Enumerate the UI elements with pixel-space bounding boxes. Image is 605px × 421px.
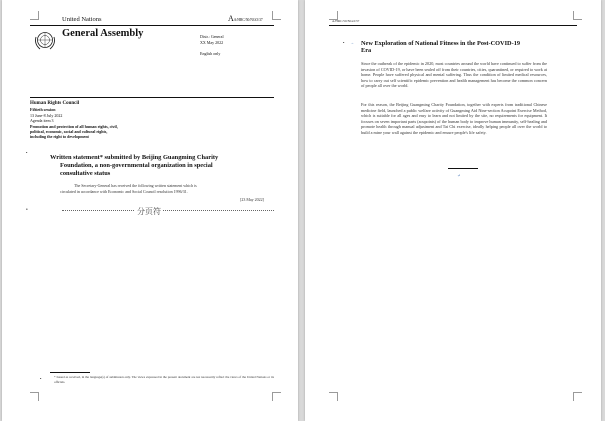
section-heading: Era (361, 47, 372, 54)
body-text-line: The Secretary-General has received the following written statement which is (74, 183, 197, 188)
body-text-line: circulated in accordance with Economic and Social Council resolution 1996/31. (60, 189, 188, 194)
crop-mark-top-right (272, 11, 281, 20)
received-date: [23 May 2022] (240, 197, 264, 202)
document-symbol: AA/HRC/50/NGO/37 (228, 14, 263, 23)
masthead-rule (30, 97, 274, 98)
agenda-item: Agenda item 3 (30, 118, 54, 123)
agenda-title-line: including the right to development (30, 134, 89, 139)
footnote: * Issued as received, in the language(s) of submission only. The views expressed in the present document are not necessarily reflect the views of the United Nations or its officials. (54, 375, 274, 384)
crop-mark-top-left (30, 11, 39, 20)
un-emblem-icon (32, 30, 58, 52)
paragraph-mark: • (26, 208, 28, 213)
header-left: United Nations (62, 16, 102, 23)
agenda-title-line: political, economic, social and cultural rights, (30, 129, 108, 134)
session: Fiftieth session (30, 107, 56, 112)
statement-title-line: Written statement* submitted by Beijing Guangming Charity (50, 154, 219, 161)
page-title: General Assembly (62, 28, 144, 39)
crop-mark-bottom-left (30, 392, 39, 401)
paragraph-mark: • (26, 150, 28, 155)
header-rule (30, 25, 274, 26)
session-dates: 13 June-8 July 2022 (30, 113, 63, 118)
paragraph-mark: • (343, 40, 345, 45)
end-rule (448, 168, 478, 169)
body-paragraph: Since the outbreak of the epidemic in 2020, most countries around the world have continued to suffer from the invasion of COVID-19, or have been sealed off from their countries, cities, quarantined, or required to work at home. People have suffered physical and mental suffering. Thus the condition of limited medical resources, how to carry out self scientific epidemic prevention and health management has become the common concern of people all over the world. (361, 61, 547, 89)
header-rule (329, 25, 577, 26)
end-mark: ↵ (457, 173, 461, 178)
document-page-2 (305, 0, 601, 421)
paragraph-mark: • (40, 376, 42, 381)
council-name: Human Rights Council (30, 101, 80, 106)
document-page-1 (2, 0, 298, 421)
agenda-title-line: Promotion and protection of all human rights, civil, (30, 124, 118, 129)
page-break-label: 分页符 (137, 207, 161, 216)
statement-title-line: consultative status (60, 170, 111, 177)
distribution: Distr.: General (200, 34, 224, 39)
footnote-separator (50, 372, 90, 373)
crop-mark-bottom-right (272, 392, 281, 401)
crop-mark-top-right (573, 11, 582, 20)
section-heading: New Exploration of National Fitness in the Post-COVID-19 (361, 40, 520, 47)
list-arrow: → (350, 40, 354, 45)
page-break-line (62, 210, 274, 211)
running-header-symbol: A/HRC/50/NGO/37 (332, 19, 360, 23)
statement-title-line: Foundation, a non-governmental organization in special (60, 162, 213, 169)
language-note: English only (200, 51, 221, 56)
crop-mark-bottom-left (329, 392, 338, 401)
body-paragraph: For this reason, the Beijing Guangming Charity Foundation, together with experts from traditional Chinese medicine field, launched a public welfare activity of Guangming Aid Nine-section Acupoint Exercise Method, which is suitable for all ages and easy to learn and not limited by the site, no requirements for equipment. It focuses on seven important parts (acupoints) of the human body to improve human immunity, self-healing and promote health through manual adjustment and Tai Chi exercise, ideally helping people all over the world to build a mine your wall against the epidemic and ensure people's life safety. (361, 102, 547, 135)
issue-date: XX May 2022 (200, 40, 224, 45)
crop-mark-bottom-right (573, 392, 582, 401)
